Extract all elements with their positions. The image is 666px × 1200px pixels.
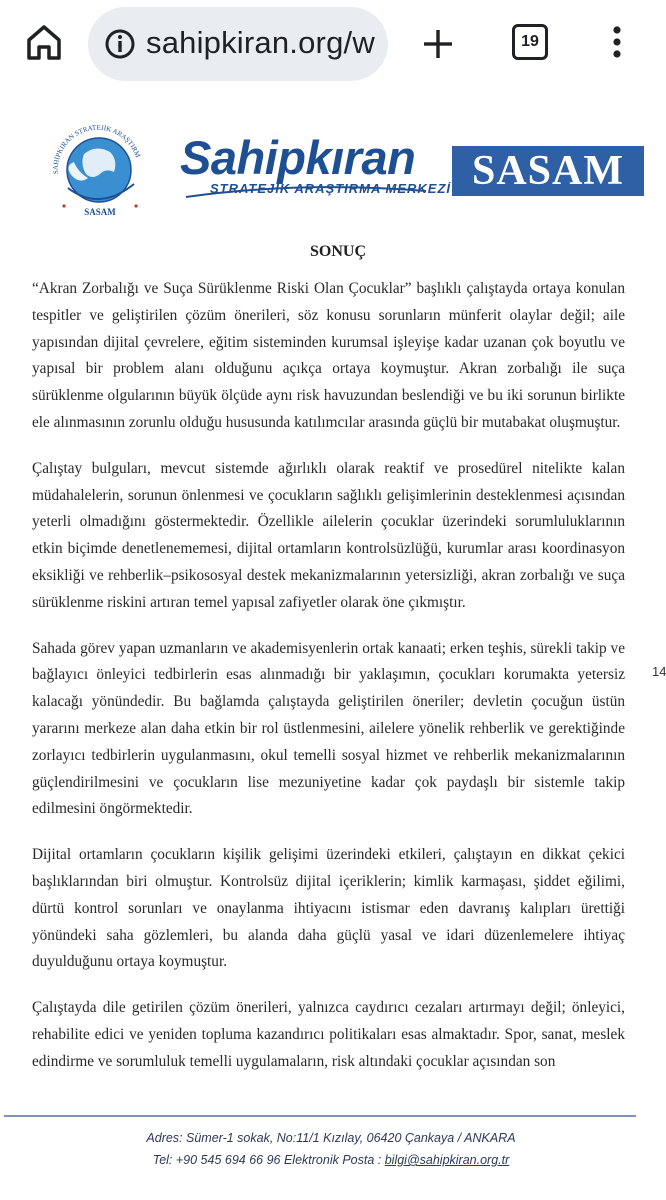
- tab-switcher-icon[interactable]: 19: [512, 24, 548, 60]
- paragraph: Çalıştayda dile getirilen çözüm önerileri, yalnızca caydırıcı cezaları artırmayı değil; önleyici, rehabilite edici ve yeniden topluma kazandırıcı politikaları esas almaktadır. Spor, sanat, meslek edindirme ve sorumluluk temelli uygulamaların, risk altındaki çocuklar açısından son: [32, 999, 625, 1070]
- footer-contact: [0, 1153, 662, 1167]
- swoosh-graphic: [180, 133, 452, 203]
- section-heading: SONUÇ: [309, 243, 366, 260]
- footer-divider: [4, 1115, 636, 1117]
- more-vert-icon[interactable]: [604, 22, 630, 62]
- url-text[interactable]: sahipkiran.org/w: [146, 25, 375, 60]
- sahipkiran-wordmark-logo: [180, 131, 452, 203]
- brand-name: Sahipkıran: [180, 131, 416, 184]
- info-icon[interactable]: [104, 28, 136, 60]
- browser-toolbar: [0, 0, 662, 98]
- paragraph: Dijital ortamların çocukların kişilik gelişimi üzerindeki etkileri, çalıştayın en dikkat çekici başlıklarından biri olmuştur. Kontrolsüz dijital içeriklerin; kimlik karmaşası, şiddet eğilimi, dürtü kontrol sorunları ve onaylanma ihtiyacını istismar eden davranış kalıpları ürettiği yönündeki saha gözlemleri, bu alanda daha güçlü yasal ve idari düzenlemelere ihtiyaç duyulduğunu ortaya koymuştur.: [32, 846, 625, 971]
- brand-subtitle: STRATEJİK ARAŞTIRMA MERKEZİ: [210, 181, 452, 196]
- home-icon[interactable]: [24, 22, 64, 62]
- plus-icon[interactable]: [418, 24, 458, 64]
- footer-phone: Tel: +90 545 694 66 96 Elektronik Posta :: [152, 1153, 385, 1167]
- footer-email-link[interactable]: bilgi@sahipkiran.org.tr: [384, 1153, 510, 1167]
- document-body: [32, 276, 625, 1095]
- svg-text:SAHİPKIRAN STRATEJİK ARAŞTIRMA: SAHİPKIRAN STRATEJİK ARAŞTIRM: [51, 123, 142, 175]
- paragraph: Çalıştay bulguları, mevcut sistemde ağırlıklı olarak reaktif ve prosedürel nitelikte kalan müdahalelerin, sorunun önlenmesi ve çocukların sağlıklı gelişimlerinin desteklenmesi açısından yeterli olmadığını göstermektedir. Özellikle ailelerin çocuklar üzerindeki sorumluluklarının etkin biçimde denetlenememesi, dijital ortamların kontrolsüzlüğü, kurumlar arası koordinasyon eksikliği ve rehberlik–psikososyal destek mekanizmalarının yetersizliği, akran zorbalığı ve suça sürüklenme riskini artıran temel yapısal zafiyetler olarak öne çıkmıştır.: [32, 459, 625, 611]
- svg-text:SASAM: SASAM: [84, 207, 116, 217]
- sasam-seal-logo: [44, 114, 148, 224]
- paragraph: “Akran Zorbalığı ve Suça Sürüklenme Riski Olan Çocuklar” başlıklı çalıştayda ortaya konulan tespitler ve geliştirilen çözüm önerileri, söz konusu sorunların münferit olaylar değil; aile yapısından dijital çevrelere, eğitim sisteminden kurumsal işleyişe kadar uzanan çok boyutlu ve yapısal bir problem alanı olduğunu açıkça ortaya koymuştur. Akran zorbalığı ile suça sürüklenme olgularının büyük ölçüde aynı risk havuzundan beslendiği ve bu iki sorunun birlikte ele alınmasının zorunlu olduğu hususunda katılımcılar arasında güçlü bir mutabakat oluşmuştur.: [32, 280, 625, 431]
- footer-address: Adres: Sümer-1 sokak, No:11/1 Kızılay, 06420 Çankaya / ANKARA: [146, 1131, 516, 1145]
- page-number: 14: [652, 664, 666, 679]
- sasam-acronym-logo: SASAM: [452, 146, 644, 196]
- paragraph: Sahada görev yapan uzmanların ve akademisyenlerin ortak kanaati; erken teşhis, sürekli takip ve bağlayıcı önleyici tedbirlerin esas alınmadığı bir yaklaşımın, çocukları korumakta yetersiz kalacağı yönündedir. Bu bağlamda çalıştayda geliştirilen öneriler; devletin çocuğun üstün yararını merkeze alan daha etkin bir rol üstlenmesini, ailelere yönelik rehberlik ve gerektiğinde zorlayıcı tedbirlerin uygulanmasını, okul temelli sosyal hizmet ve rehberlik mekanizmalarının güçlendirilmesini ve çocukların lise mezuniyetine kadar çok paydaşlı bir sistemle takip edilmesini öngörmektedir.: [32, 639, 625, 818]
- address-bar[interactable]: [88, 7, 388, 81]
